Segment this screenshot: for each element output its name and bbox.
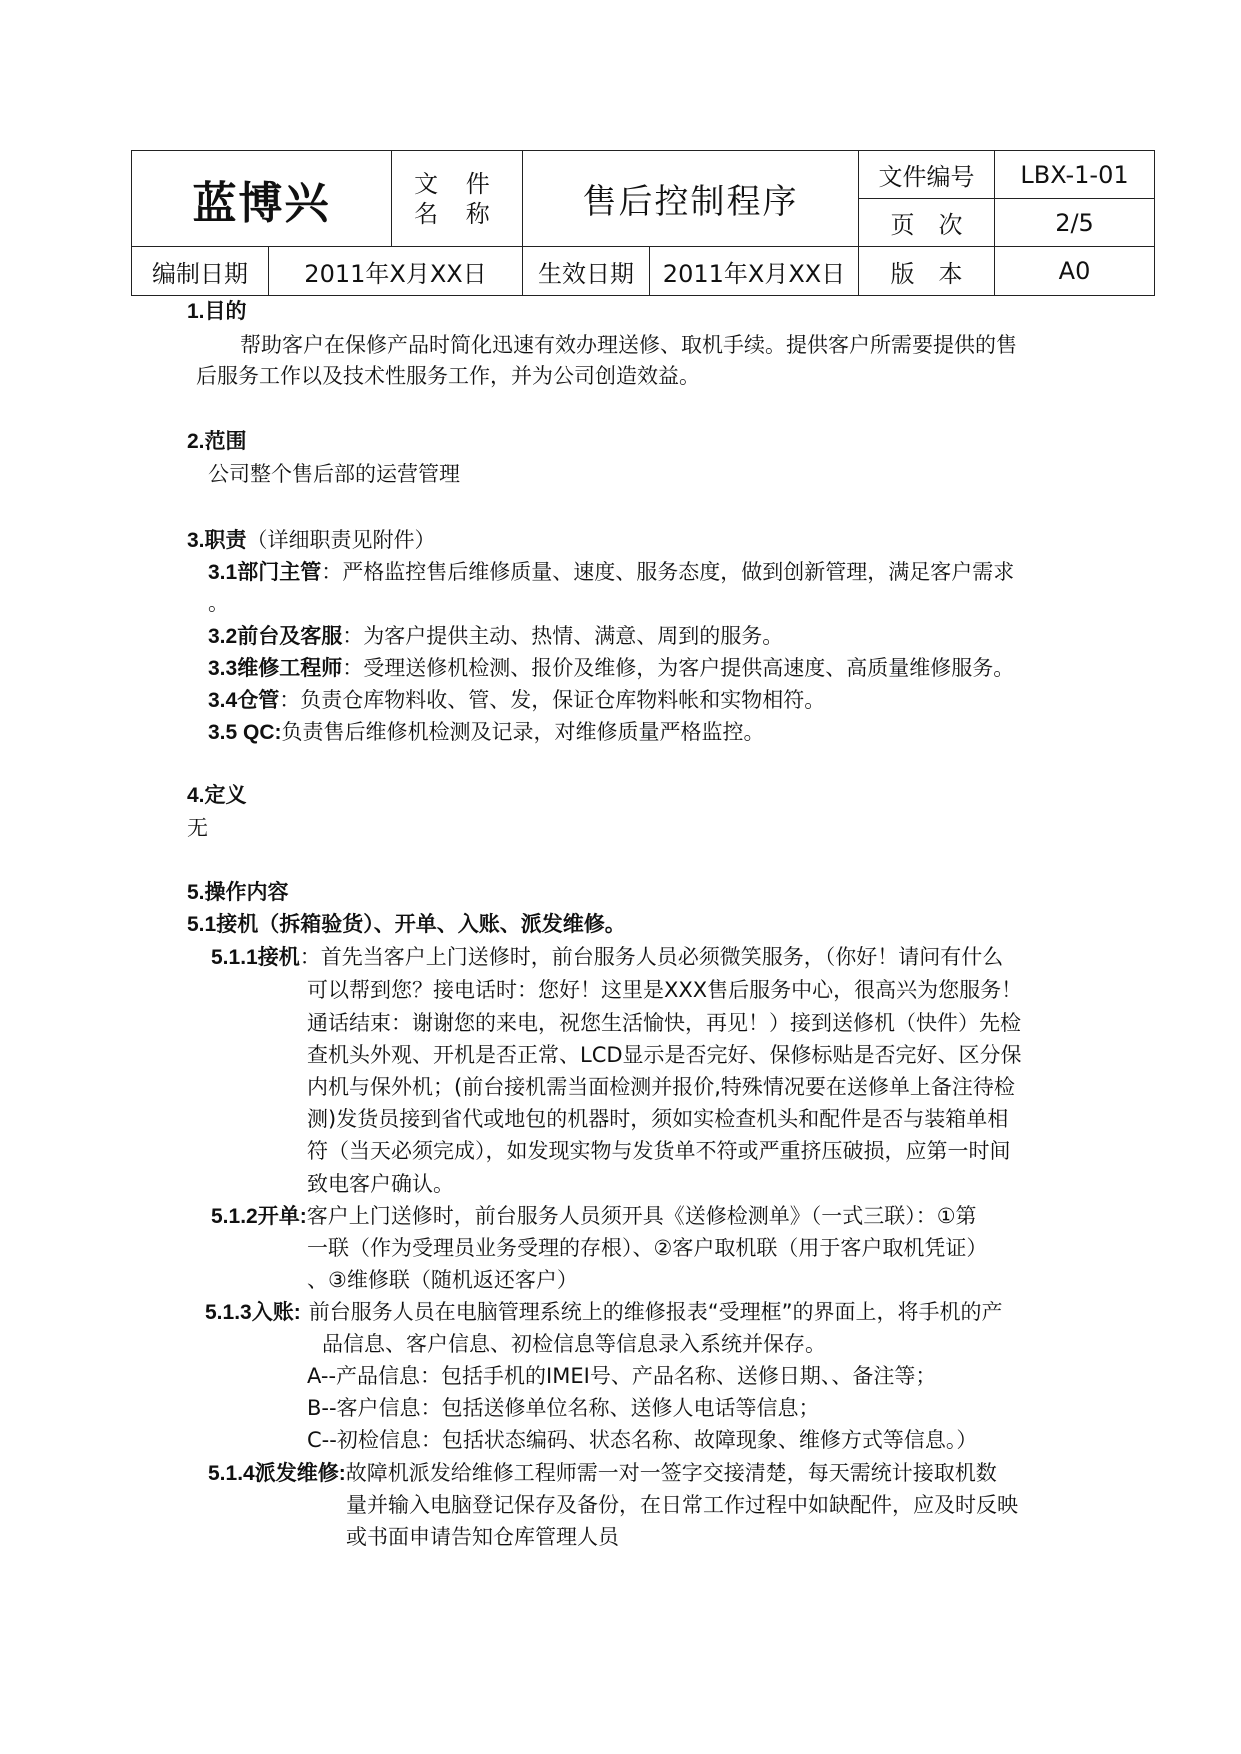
item-5-1-4-label: 5.1.4派发维修: (208, 1462, 346, 1485)
item-5-1-3-line-1 (205, 1297, 1002, 1328)
page-value: 2/5 (995, 199, 1155, 247)
page-label: 页 次 (859, 199, 995, 247)
section-2-text: 公司整个售后部的运营管理 (208, 462, 460, 486)
subsection-5-1-heading: 5.1接机（拆箱验货）、开单、入账、派发维修。 (187, 913, 626, 936)
doc-name-label-line2: 名 称 (414, 199, 500, 228)
item-5-1-1-label: 5.1.1接机 (211, 946, 300, 969)
responsibility-3-4 (208, 685, 825, 716)
version-value: A0 (995, 247, 1155, 296)
responsibility-3-5-label: 3.5 QC: (208, 721, 282, 744)
company-logo-text: 蓝博兴 (132, 151, 392, 247)
item-5-1-1-line-5: 内机与保外机；(前台接机需当面检测并报价,特殊情况要在送修单上备注待检 (307, 1075, 1015, 1099)
item-5-1-1-line-4: 查机头外观、开机是否正常、LCD显示是否完好、保修标贴是否完好、区分保 (307, 1043, 1022, 1067)
responsibility-3-5-text: 负责售后维修机检测及记录，对维修质量严格监控。 (281, 720, 765, 744)
doc-name-label (392, 151, 523, 247)
section-3-heading: 3.职责 (187, 529, 247, 552)
responsibility-3-2-label: 3.2前台及客服 (208, 625, 343, 648)
item-5-1-3-text-1: 前台服务人员在电脑管理系统上的维修报表“受理框”的界面上，将手机的产 (308, 1300, 1003, 1324)
doc-name-label-line1: 文 件 (414, 169, 500, 198)
section-1-heading: 1.目的 (187, 300, 247, 323)
document-header-table (131, 150, 1155, 296)
item-5-1-1-line-7: 符（当天必须完成），如发现实物与发货单不符或严重挤压破损，应第一时间 (307, 1139, 1011, 1163)
item-5-1-2-line-2: 一联（作为受理员业务受理的存根）、②客户取机联（用于客户取机凭证） (307, 1236, 988, 1260)
item-5-1-1-line-2: 可以帮到您？接电话时：您好！这里是XXX售后服务中心，很高兴为您服务！ (307, 978, 1023, 1002)
section-1-line-1: 帮助客户在保修产品时简化迅速有效办理送修、取机手续。提供客户所需要提供的售 (240, 333, 1017, 357)
item-5-1-2-line-3: 、③维修联（随机返还客户） (307, 1268, 578, 1292)
item-5-1-1-line-1 (211, 942, 1003, 973)
responsibility-3-4-text: ：负责仓库物料收、管、发，保证仓库物料帐和实物相符。 (279, 688, 826, 712)
item-5-1-3-line-2: 品信息、客户信息、初检信息等信息录入系统并保存。 (322, 1332, 826, 1356)
item-5-1-1-text-1: ：首先当客户上门送修时，前台服务人员必须微笑服务，（你好！请问有什么 (299, 945, 1004, 969)
section-4-heading: 4.定义 (187, 784, 247, 807)
compile-date-value: 2011年X月XX日 (269, 247, 523, 296)
item-5-1-1-line-6: 测)发货员接到省代或地包的机器时，须如实检查机头和配件是否与装箱单相 (307, 1107, 1009, 1131)
responsibility-3-3 (208, 653, 1014, 684)
item-5-1-1-line-8: 致电客户确认。 (307, 1172, 454, 1196)
section-2-heading: 2.范围 (187, 430, 247, 453)
responsibility-3-3-label: 3.3维修工程师 (208, 657, 343, 680)
item-5-1-2-line-1 (211, 1201, 977, 1232)
item-5-1-2-text-1: 客户上门送修时，前台服务人员须开具《送修检测单》（一式三联）：①第 (306, 1204, 977, 1228)
doc-number-label: 文件编号 (859, 151, 995, 199)
item-5-1-1-line-3: 通话结束：谢谢您的来电，祝您生活愉快，再见！）接到送修机（快件）先检 (307, 1011, 1021, 1035)
responsibility-3-1 (208, 557, 1014, 588)
item-5-1-3-c: C--初检信息：包括状态编码、状态名称、故障现象、维修方式等信息。） (307, 1428, 978, 1452)
responsibility-3-5 (208, 717, 765, 748)
item-5-1-3-a: A--产品信息：包括手机的IMEI号、产品名称、送修日期、、备注等； (307, 1364, 937, 1388)
responsibility-3-1-text: ：严格监控售后维修质量、速度、服务态度，做到创新管理，满足客户需求 (321, 560, 1015, 584)
responsibility-3-1-label: 3.1部门主管 (208, 561, 322, 584)
item-5-1-4-text-1: 故障机派发给维修工程师需一对一签字交接清楚，每天需统计接取机数 (345, 1461, 997, 1485)
responsibility-3-2-text: ：为客户提供主动、热情、满意、周到的服务。 (342, 624, 784, 648)
compile-date-label: 编制日期 (132, 247, 269, 296)
section-5-heading: 5.操作内容 (187, 881, 289, 904)
item-5-1-4-line-1 (208, 1458, 997, 1489)
item-5-1-3-b: B--客户信息：包括送修单位名称、送修人电话等信息； (307, 1396, 820, 1420)
doc-number-value: LBX-1-01 (995, 151, 1155, 199)
responsibility-3-2 (208, 621, 783, 652)
item-5-1-4-line-3: 或书面申请告知仓库管理人员 (346, 1525, 619, 1549)
item-5-1-3-label: 5.1.3入账: (205, 1301, 301, 1324)
section-3-heading-line (187, 525, 436, 556)
item-5-1-4-line-2: 量并输入电脑登记保存及备份，在日常工作过程中如缺配件，应及时反映 (346, 1493, 1018, 1517)
effective-date-value: 2011年X月XX日 (650, 247, 859, 296)
responsibility-3-3-text: ：受理送修机检测、报价及维修，为客户提供高速度、高质量维修服务。 (342, 656, 1015, 680)
responsibility-3-4-label: 3.4仓管 (208, 689, 280, 712)
doc-title: 售后控制程序 (523, 151, 859, 247)
effective-date-label: 生效日期 (523, 247, 650, 296)
responsibility-3-1-cont: 。 (208, 591, 229, 615)
section-4-text: 无 (187, 816, 208, 840)
section-1-line-2: 后服务工作以及技术性服务工作，并为公司创造效益。 (196, 364, 700, 388)
item-5-1-2-label: 5.1.2开单: (211, 1205, 307, 1228)
version-label: 版 本 (859, 247, 995, 296)
section-3-heading-note: （详细职责见附件） (246, 528, 436, 552)
